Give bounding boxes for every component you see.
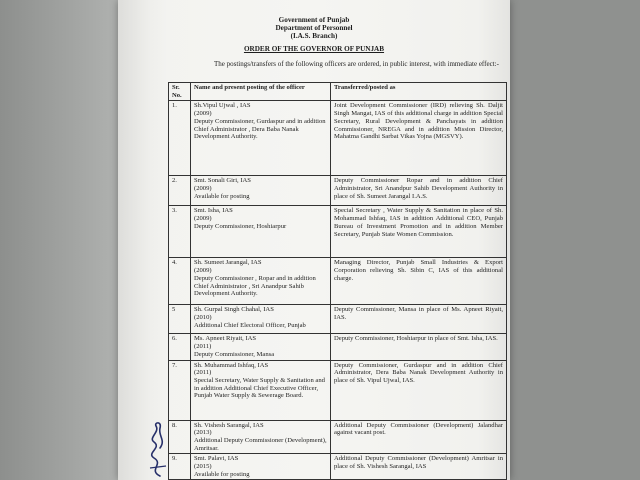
posting-cell: Deputy Commissioner Ropar and in addition Chief Administrator, Sri Anandpur Sahib Development Authority in place of Sh. Sumeet Jarangal I.A.S. [331,176,507,206]
posting-cell: Deputy Commissioner, Hoshiarpur in place of Smt. Isha, IAS. [331,334,507,360]
sr-cell: 3. [169,206,191,258]
table-row [169,206,507,258]
sr-cell: 6. [169,334,191,360]
header-name: Name and present posting of the officer [191,83,331,101]
officer-cell: Smt. Sonali Giri, IAS (2009) Available for posting [191,176,331,206]
postings-table [168,82,507,480]
header-department: Department of Personnel [275,24,353,32]
header-branch: (I.A.S. Branch) [290,32,338,40]
posting-cell: Special Secretary , Water Supply & Sanitation in place of Sh. Mohammad Ishfaq, IAS in addition Additional CEO, Punjab Bureau of Investment Promotion and in addition Member Secretary, Punjab State Women Commission. [331,206,507,258]
header-government: Government of Punjab [278,16,350,24]
sr-cell: 9. [169,454,191,480]
officer-cell: Sh. Gurpal Singh Chahal, IAS (2010) Additional Chief Electoral Officer, Punjab [191,305,331,334]
officer-cell: Sh. Sumeet Jarangal, IAS (2009) Deputy Commissioner , Ropar and in addition Chief Administrator , Sri Anandpur Sahib Development Authority. [191,258,331,305]
posting-cell: Deputy Commissioner, Gurdaspur and in addition Chief Administrator, Dera Baba Nanak Development Authority in place of Sh. Vipul Ujwal, IAS. [331,360,507,420]
table-row [169,334,507,360]
posting-cell: Additional Deputy Commissioner (Development) Jalandhar against vacant post. [331,420,507,454]
sr-cell: 1. [169,101,191,176]
posting-cell: Additional Deputy Commissioner (Development) Amritsar in place of Sh. Vishesh Sarangal, IAS [331,454,507,480]
sr-cell: 8. [169,420,191,454]
table-row [169,305,507,334]
table-row [169,420,507,454]
sr-cell: 7. [169,360,191,420]
posting-cell: Deputy Commissioner, Mansa in place of Ms. Apneet Riyait, IAS. [331,305,507,334]
sr-cell: 2. [169,176,191,206]
table-row [169,360,507,420]
intro-paragraph: The postings/transfers of the following officers are ordered, in public interest, with immediate effect:- [214,60,499,68]
officer-cell: Smt. Isha, IAS (2009) Deputy Commissioner, Hoshiarpur [191,206,331,258]
header-posted: Transferred/posted as [331,83,507,101]
officer-cell: Smt. Palavi, IAS (2015) Available for posting [191,454,331,480]
signature [140,418,174,478]
table-row [169,454,507,480]
posting-cell: Managing Director, Punjab Small Industries & Export Corporation relieving Sh. Sibin C, IAS of this additional charge. [331,258,507,305]
sr-cell: 4. [169,258,191,305]
table-row [169,176,507,206]
officer-cell: Sh. Muhammad Ishfaq, IAS (2011) Special Secretary, Water Supply & Sanitation and in addition Additional Chief Executive Officer, Punjab Water Supply & Sewerage Board. [191,360,331,420]
sr-cell: 5 [169,305,191,334]
officer-cell: Sh.Vipul Ujwal , IAS (2009) Deputy Commissioner, Gurdaspur and in addition Chief Administrator , Dera Baba Nanak Development Authority. [191,101,331,176]
posting-cell: Joint Development Commissioner (IRD) relieving Sh. Daljit Singh Mangat, IAS of this additional charge in addition Special Secretary, Rural Development & Panchayats in addition Commissioner, NREGA and in addition Mission Director, Mahatma Gandhi Sarbat Vikas Yojna (MGSVY). [331,101,507,176]
table-header-row [169,83,507,101]
officer-cell: Ms. Apneet Riyait, IAS (2011) Deputy Commissioner, Mansa [191,334,331,360]
officer-cell: Sh. Vishesh Sarangal, IAS (2013) Additional Deputy Commissioner (Development), Amritsar. [191,420,331,454]
header-sr-no: Sr. No. [169,83,191,101]
table-row [169,101,507,176]
order-title: ORDER OF THE GOVERNOR OF PUNJAB [243,45,385,53]
background [0,0,118,480]
table-row [169,258,507,305]
